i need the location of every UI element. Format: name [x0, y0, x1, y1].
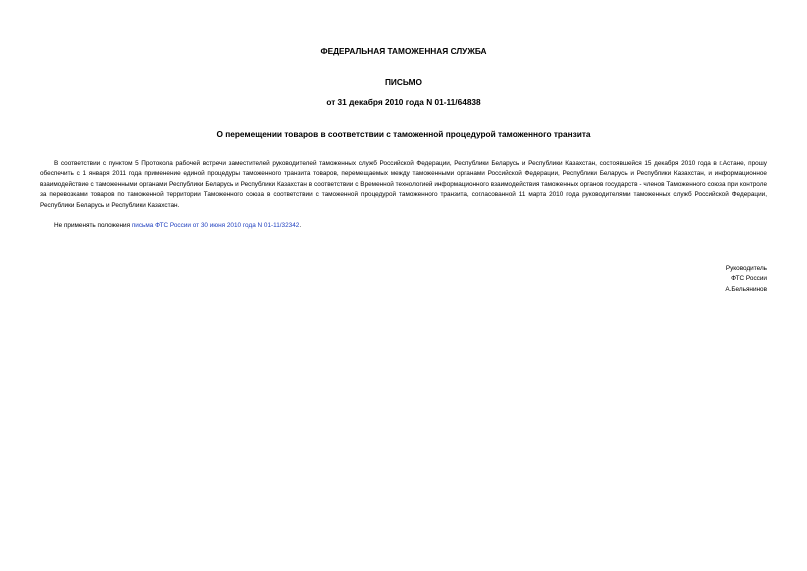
agency-name: ФЕДЕРАЛЬНАЯ ТАМОЖЕННАЯ СЛУЖБА [320, 46, 487, 56]
signatory-position: Руководитель [725, 265, 767, 272]
signatory-name: А.Бельянинов [725, 286, 767, 293]
signatory-organization: ФТС России [731, 275, 767, 282]
body-paragraph-1: В соответствии с пунктом 5 Протокола рабочей встречи заместителей руководителей таможенных служб Российской Федерации, Республики Беларусь и Республики Казахстан, состоявшейся 15 декабря 2010 года в г.Астане, прошу обеспечить с 1 января 2011 года применение единой процедуры таможенного транзита товаров, перемещаемых между таможенными органами Российской Федерации, Республики Беларусь и Республики Казахстан, и информационное взаимодействие с таможенными органами Республики Беларусь и Республики Казахстан в соответствии с Временной технологией информационного взаимодействия таможенных органов государств - членов Таможенного союза при контроле за перевозками товаров по таможенной территории Таможенного союза в соответствии с таможенной процедурой таможенного транзита, согласованной 11 марта 2010 года руководителями таможенных служб Российской Федерации, Республики Беларусь и Республики Казахстан. [40, 160, 767, 209]
referenced-letter-link[interactable]: письма ФТС России от 30 июня 2010 года N 01-11/32342 [131, 222, 300, 229]
document-date-number: от 31 декабря 2010 года N 01-11/64838 [326, 97, 481, 107]
document-type: ПИСЬМО [384, 77, 423, 87]
body-paragraph-2 [40, 221, 767, 231]
paragraph-2-suffix: . [299, 222, 302, 229]
document-subject: О перемещении товаров в соответствии с таможенной процедурой таможенного транзита [216, 129, 591, 139]
paragraph-2-prefix: Не применять положения [54, 222, 132, 229]
